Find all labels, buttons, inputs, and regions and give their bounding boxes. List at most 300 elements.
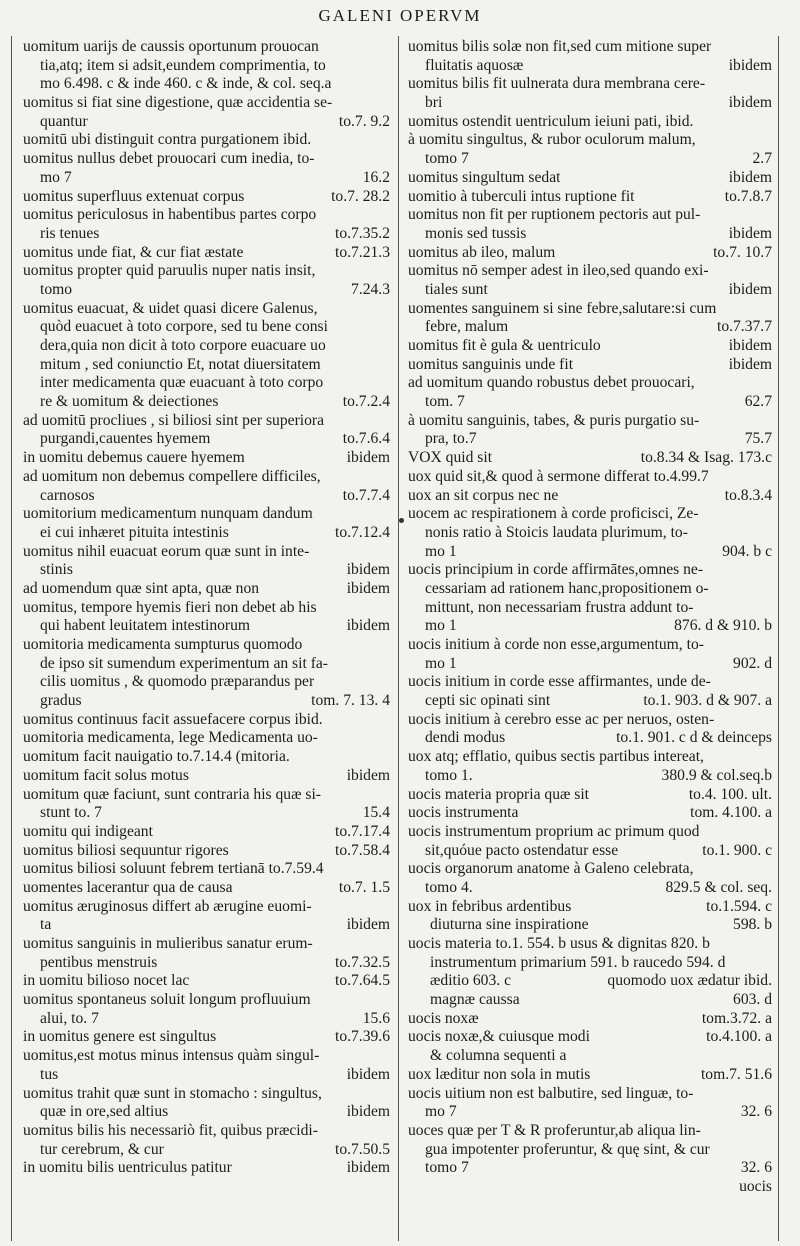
index-entry-line [408,617,772,636]
entry-text: uocis noxæ [408,1009,479,1027]
index-entry-line [408,711,772,730]
entry-text: uocis initium in corde esse affirmantes, unde de- [408,673,711,691]
index-entry-line [408,113,772,132]
index-entry-line [408,1159,772,1178]
entry-reference: to.7. 10.7 [713,243,772,261]
index-entry-line [23,131,390,150]
index-entry-line [408,487,772,506]
index-entry-line [23,636,390,655]
entry-text: & columna sequenti a [430,1047,567,1065]
index-entry-line [408,318,772,337]
entry-text: purgandi,cauentes hyemem [40,430,211,448]
index-entry-line [408,972,772,991]
entry-reference: to.1. 903. d & 907. a [643,692,772,710]
entry-text: cepti sic opinati sint [425,692,551,710]
entry-reference: ibidem [728,224,772,242]
index-entry-line [23,150,390,169]
entry-text: uocis initium à cerebro esse ac per neruos, osten- [408,710,715,728]
index-entry-line [408,655,772,674]
entry-reference: to.4. 100. ult. [688,785,772,803]
entry-text: uocis initium à corde non esse,argumentum, to- [408,636,704,653]
index-entry-line [408,860,772,879]
entry-text: cilis uomitus , & quomodo præparandus per [40,673,315,691]
entry-reference: 32. 6 [740,1159,772,1177]
entry-text: gradus [40,692,82,710]
index-entry-line [408,169,772,188]
entry-reference: to.1.594. c [706,897,772,915]
index-entry-line [23,524,390,543]
index-entry-line [23,356,390,375]
index-entry-line [23,113,390,132]
index-entry-line [408,468,772,487]
entry-text: pentibus menstruis [40,953,158,971]
index-entry-line [408,935,772,954]
entry-text: uomitus spontaneus soluit longum profluuium [23,991,311,1009]
entry-reference: 7.24.3 [351,280,390,298]
index-entry-line [408,823,772,842]
index-entry-line [23,1159,390,1178]
index-entry-line [408,188,772,207]
index-entry-line [408,786,772,805]
index-entry-line [23,748,390,767]
index-entry-line [408,300,772,319]
index-entry-line [408,150,772,169]
entry-text: ad uomitum non debemus compellere difficiles, [23,467,321,485]
entry-reference: 15.6 [362,1009,390,1027]
entry-text: tomo 7 [425,150,469,168]
column-divider [398,36,399,1241]
index-entry-line [23,244,390,263]
entry-text: ei cui inhæret pituita intestinis [40,523,229,541]
running-head: GALENI OPERVM [318,6,482,25]
entry-reference: 75.7 [744,430,772,448]
entry-reference: to.1. 900. c [702,841,772,859]
entry-text: tiales sunt [425,280,488,298]
entry-text: ad uomitum quando robustus debet prouocari, [408,374,695,392]
entry-text: uomitio à tuberculi intus ruptione fit [408,187,635,205]
entry-text: tomo [40,280,73,298]
entry-reference: tom. 7. 13. 4 [311,692,390,710]
index-entry-line [23,1141,390,1160]
entry-text: tomo 1. [425,766,473,784]
entry-text: mo 1 [425,542,457,560]
entry-text: uomitorium medicamentum nunquam dandum [23,505,313,523]
entry-reference: ibidem [346,1103,390,1121]
index-entry-line [408,692,772,711]
index-entry-line [408,842,772,861]
entry-reference: to.4.100. a [706,1028,772,1046]
entry-text: uomitus propter quid paruulis nuper natis insit, [23,262,316,280]
index-entry-line [23,599,390,618]
entry-text: quantur [40,112,88,130]
index-entry-line [23,281,390,300]
entry-text: uomitus superfluus extenuat corpus [23,187,245,205]
entry-text: stinis [40,561,73,579]
index-entry-line [23,842,390,861]
index-entry-line [408,1178,772,1197]
entry-text: uox in febribus ardentibus [408,897,572,915]
index-entry-line [23,300,390,319]
index-entry-line [408,1028,772,1047]
entry-text: uomitus ostendit uentriculum ieiuni pati, ibid. [408,112,694,130]
index-entry-line [23,94,390,113]
index-entry-line [408,1103,772,1122]
index-entry-line [23,1103,390,1122]
index-entry-line [408,1010,772,1029]
index-entry-line [408,225,772,244]
index-entry-line [23,935,390,954]
index-entry-line [408,505,772,524]
entry-reference: ibidem [728,337,772,354]
entry-reference: to.7. 9.2 [338,112,390,130]
index-entry-line [408,673,772,692]
index-entry-line [23,468,390,487]
entry-reference: to.8.34 & Isag. 173.c [640,449,772,467]
index-entry-line [408,393,772,412]
entry-text: gua impotenter proferuntur, & quę sint, & cur [425,1140,710,1158]
entry-text: de ipso sit sumendum experimentum an sit fa- [40,654,328,672]
index-entry-line [408,206,772,225]
entry-reference: to.7.32.5 [334,953,390,971]
index-entry-line [23,1085,390,1104]
entry-text: mo 1 [425,617,457,635]
entry-text: tomo 4. [425,878,473,896]
entry-reference: ibidem [346,1159,390,1177]
entry-text: uomitus ab ileo, malum [408,243,556,261]
index-entry-line [408,1085,772,1104]
entry-text: uomitoria medicamenta, lege Medicamenta uo- [23,729,318,747]
entry-text: in uomitu bilioso nocet lac [23,972,190,990]
entry-reference: to.7. 1.5 [338,878,390,896]
index-entry-line [23,393,390,412]
entry-reference: ibidem [346,579,390,597]
entry-reference: to.7.12.4 [334,523,390,541]
index-entry-line [23,262,390,281]
entry-text: uomitus biliosi soluunt febrem tertianā to.7.59.4 [23,860,324,878]
index-entry-line [23,1028,390,1047]
entry-reference: ibidem [346,916,390,934]
entry-reference: to.7.50.5 [334,1140,390,1158]
entry-text: cessariam ad rationem hanc,propositionem o- [425,579,709,597]
entry-text: uomitus singultum sedat [408,168,561,186]
index-entry-line [23,916,390,935]
entry-text: tus [40,1065,59,1083]
entry-reference: 902. d [733,654,772,672]
entry-text: uocem ac respirationem à corde proficisci, Ze- [408,505,699,523]
index-entry-line [23,1066,390,1085]
entry-text: dendi modus [425,729,506,747]
index-entry-line [408,898,772,917]
entry-text: in uomitus genere est singultus [23,1028,217,1046]
left-rule [11,36,12,1241]
index-column-left [23,38,390,1244]
entry-reference: to.7.2.4 [342,393,390,411]
entry-reference: tom.7. 51.6 [700,1065,772,1083]
entry-reference: 62.7 [744,393,772,411]
index-entry-line [23,487,390,506]
entry-text: uomitum facit nauigatio to.7.14.4 (mitoria. [23,748,290,766]
index-entry-line [23,786,390,805]
entry-text: uomitus sanguinis unde fit [408,355,574,373]
index-entry-line [408,916,772,935]
entry-text: uocis instrumentum proprium ac primum quod [408,822,700,840]
index-entry-line [408,75,772,94]
index-entry-line [408,38,772,57]
index-entry-line [23,412,390,431]
entry-text: fluitatis aquosæ [425,56,524,74]
entry-reference: to.7. 28.2 [331,187,390,205]
index-entry-line [408,281,772,300]
index-entry-line [408,1122,772,1141]
entry-reference: 16.2 [362,168,390,186]
index-entry-line [408,599,772,618]
entry-text: ta [40,916,52,934]
entry-text: mo 7 [425,1103,457,1121]
entry-reference: to.7.39.6 [334,1028,390,1046]
entry-text: dera,quia non dicit à toto corpore euacuare uo [40,337,326,354]
index-entry-line [408,729,772,748]
index-entry-line [408,954,772,973]
entry-text: uocis materia to.1. 554. b usus & dignitas 820. b [408,935,710,952]
entry-text: uomitus, tempore hyemis fieri non debet ab his [23,598,317,616]
index-entry-line [408,804,772,823]
entry-text: uomitum uarijs de caussis oportunum prouocan [23,38,319,55]
entry-text: uomentes lacerantur qua de causa [23,878,233,896]
index-entry-line [408,1047,772,1066]
index-entry-line [23,711,390,730]
entry-reference: ibidem [728,56,772,74]
entry-text: à uomitu singultus, & rubor oculorum malum, [408,131,696,149]
entry-text: uomitus trahit quæ sunt in stomacho : singultus, [23,1084,322,1102]
entry-reference: 380.9 & col.seq.b [661,766,772,784]
index-entry-line [408,430,772,449]
entry-text: uomitum facit solus motus [23,766,189,784]
entry-reference: to.7.17.4 [334,822,390,840]
entry-text: uocis materia propria quæ sit [408,785,590,803]
entry-reference: to.1. 901. c d & deinceps [616,729,772,747]
index-entry-line [23,449,390,468]
entry-text: uomitus continuus facit assuefacere corpus ibid. [23,710,323,728]
margin-dot [399,518,404,523]
index-entry-line [408,543,772,562]
index-entry-line [23,673,390,692]
entry-text: uomitus æruginosus differt ab ærugine euomi- [23,897,312,915]
entry-reference: 829.5 & col. seq. [665,878,772,896]
entry-reference: to.7.8.7 [724,187,772,205]
entry-text: uocis organorum anatome à Galeno celebrata, [408,860,694,878]
entry-text: uomitus nullus debet prouocari cum inedia, to- [23,150,315,168]
entry-reference: ibidem [346,617,390,635]
entry-text: tom. 7 [425,393,465,411]
entry-reference: 2.7 [752,150,772,168]
index-entry-line [408,57,772,76]
entry-text: æditio 603. c [430,972,511,990]
index-entry-line [408,879,772,898]
index-entry-line [23,337,390,356]
index-entry-line [23,879,390,898]
entry-text: mo 6.498. c & inde 460. c & inde, & col. seq.a [40,75,332,93]
index-entry-line [23,692,390,711]
entry-reference: to.7.64.5 [334,972,390,990]
entry-text: febre, malum [425,318,509,336]
index-entry-line [408,131,772,150]
index-entry-line [23,954,390,973]
entry-text: uocis uitium non est balbutire, sed linguæ, to- [408,1084,694,1102]
entry-reference: uocis [739,1177,772,1195]
index-entry-line [23,225,390,244]
entry-text: uomitu qui indigeant [23,822,153,840]
entry-text: ad uomitū procliues , si biliosi sint per superiora [23,411,325,429]
index-entry-line [408,561,772,580]
entry-text: ad uomendum quæ sint apta, quæ non [23,579,260,597]
entry-text: uox an sit corpus nec ne [408,486,559,504]
right-rule [778,36,779,1241]
entry-reference: ibidem [346,449,390,467]
index-entry-line [23,75,390,94]
entry-text: uoces quæ per T & R proferuntur,ab aliqua lin- [408,1121,701,1139]
index-entry-line [408,374,772,393]
entry-reference: 904. b c [722,542,772,560]
entry-reference: to.7.21.3 [334,243,390,261]
entry-text: nonis ratio à Stoicis laudata plurimum, to- [425,523,688,541]
entry-text: uomitum quæ faciunt, sunt contraria his quæ si- [23,785,321,803]
index-entry-line [408,1066,772,1085]
entry-reference: 32. 6 [740,1103,772,1121]
entry-text: stunt to. 7 [40,804,102,822]
entry-text: mo 1 [425,654,457,672]
entry-text: tur cerebrum, & cur [40,1140,164,1158]
index-entry-line [23,561,390,580]
entry-text: qui habent leuitatem intestinorum [40,617,251,635]
entry-text: uomitus biliosi sequuntur rigores [23,841,229,859]
entry-reference: quomodo uox ædatur ibid. [607,972,772,990]
entry-text: uomitoria medicamenta sumpturus quomodo [23,636,303,653]
entry-text: mo 7 [40,168,72,186]
entry-text: uomitus sanguinis in mulieribus sanatur erum- [23,935,313,952]
entry-reference: 603. d [733,991,772,1009]
entry-reference: to.7.37.7 [716,318,772,336]
index-entry-line [23,1122,390,1141]
index-entry-line [23,860,390,879]
entry-text: uomitus nihil euacuat eorum quæ sunt in inte- [23,542,310,560]
entry-reference: ibidem [728,168,772,186]
entry-reference: tom.3.72. a [701,1009,772,1027]
entry-reference: ibidem [346,1065,390,1083]
entry-text: carnosos [40,486,95,504]
entry-text: quòd euacuet à toto corpore, sed tu bene consi [40,318,328,336]
entry-reference: to.8.3.4 [724,486,772,504]
index-entry-line [408,449,772,468]
entry-reference: ibidem [346,766,390,784]
index-entry-line [23,655,390,674]
index-entry-line [23,729,390,748]
entry-text: uomitus non fit per ruptionem pectoris aut pul- [408,206,701,224]
index-entry-line [408,767,772,786]
entry-text: uomitus bilis fit uulnerata dura membrana cere- [408,75,706,93]
index-entry-line [23,169,390,188]
entry-text: uox quid sit,& quod à sermone differat to.4.99.7 [408,467,709,485]
entry-text: monis sed tussis [425,224,527,242]
entry-reference: to.7.6.4 [342,430,390,448]
index-entry-line [408,1141,772,1160]
entry-text: re & uomitum & deiectiones [40,393,219,411]
index-entry-line [23,617,390,636]
entry-reference: to.7.7.4 [342,486,390,504]
index-entry-line [408,94,772,113]
entry-text: uomitus bilis solæ non fit,sed cum mitione super [408,38,712,55]
entry-text: mittunt, non necessariam frustra addunt to- [425,598,694,616]
entry-reference: to.7.35.2 [334,224,390,242]
entry-text: tomo 7 [425,1159,469,1177]
index-entry-line [408,524,772,543]
index-entry-line [23,1010,390,1029]
entry-reference: ibidem [346,561,390,579]
index-entry-line [408,337,772,356]
entry-text: uomitus,est motus minus intensus quàm singul- [23,1047,320,1065]
index-entry-line [408,636,772,655]
entry-text: uomitus si fiat sine digestione, quæ accidentia se- [23,94,333,112]
index-entry-line [408,412,772,431]
entry-text: uomitus euacuat, & uidet quasi dicere Galenus, [23,299,318,317]
entry-text: à uomitu sanguinis, tabes, & puris purgatio su- [408,411,700,429]
index-column-right [408,38,772,1244]
index-entry-line [408,262,772,281]
entry-text: in uomitu bilis uentriculus patitur [23,1159,232,1177]
index-entry-line [23,972,390,991]
index-entry-line [23,804,390,823]
entry-text: uox atq; efflatio, quibus sectis partibus intereat, [408,748,704,766]
index-entry-line [23,543,390,562]
entry-reference: 15.4 [362,804,390,822]
entry-text: uomitus fit è gula & uentriculo [408,337,601,354]
entry-text: in uomitu debemus cauere hyemem [23,449,245,467]
entry-text: uomitus periculosus in habentibus partes corpo [23,206,317,224]
index-entry-line [23,206,390,225]
entry-text: uomitus nō semper adest in ileo,sed quando exi- [408,262,709,280]
entry-text: inter medicamenta quæ euacuant à toto corpo [40,374,324,392]
index-entry-line [408,991,772,1010]
entry-text: instrumentum primarium 591. b raucedo 594. d [430,953,726,971]
index-entry-line [23,1047,390,1066]
index-entry-line [23,374,390,393]
entry-text: alui, to. 7 [40,1009,99,1027]
entry-text: mitum , sed coniunctio Et, notat diuersitatem [40,355,321,373]
entry-reference: 598. b [733,916,772,934]
index-entry-line [23,767,390,786]
entry-text: sit,quóue pacto ostendatur esse [425,841,619,859]
entry-reference: tom. 4.100. a [690,804,772,822]
index-entry-line [23,580,390,599]
index-entry-line [23,991,390,1010]
entry-reference: ibidem [728,280,772,298]
entry-reference: to.7.58.4 [334,841,390,859]
entry-text: pra, to.7 [425,430,477,448]
entry-reference: ibidem [728,94,772,112]
entry-text: uocis instrumenta [408,804,519,822]
entry-text: tia,atq; item si adsit,eundem comprimentia, to [40,56,326,74]
index-entry-line [23,188,390,207]
entry-text: uomitus unde fiat, & cur fiat æstate [23,243,244,261]
index-entry-line [23,318,390,337]
index-entry-line [408,580,772,599]
entry-text: uomitū ubi distinguit contra purgationem ibid. [23,131,312,149]
entry-reference: ibidem [728,355,772,373]
index-entry-line [23,430,390,449]
index-entry-line [408,356,772,375]
index-entry-line [23,823,390,842]
index-entry-line [23,505,390,524]
entry-text: uocis principium in corde affirmātes,omnes ne- [408,561,704,579]
